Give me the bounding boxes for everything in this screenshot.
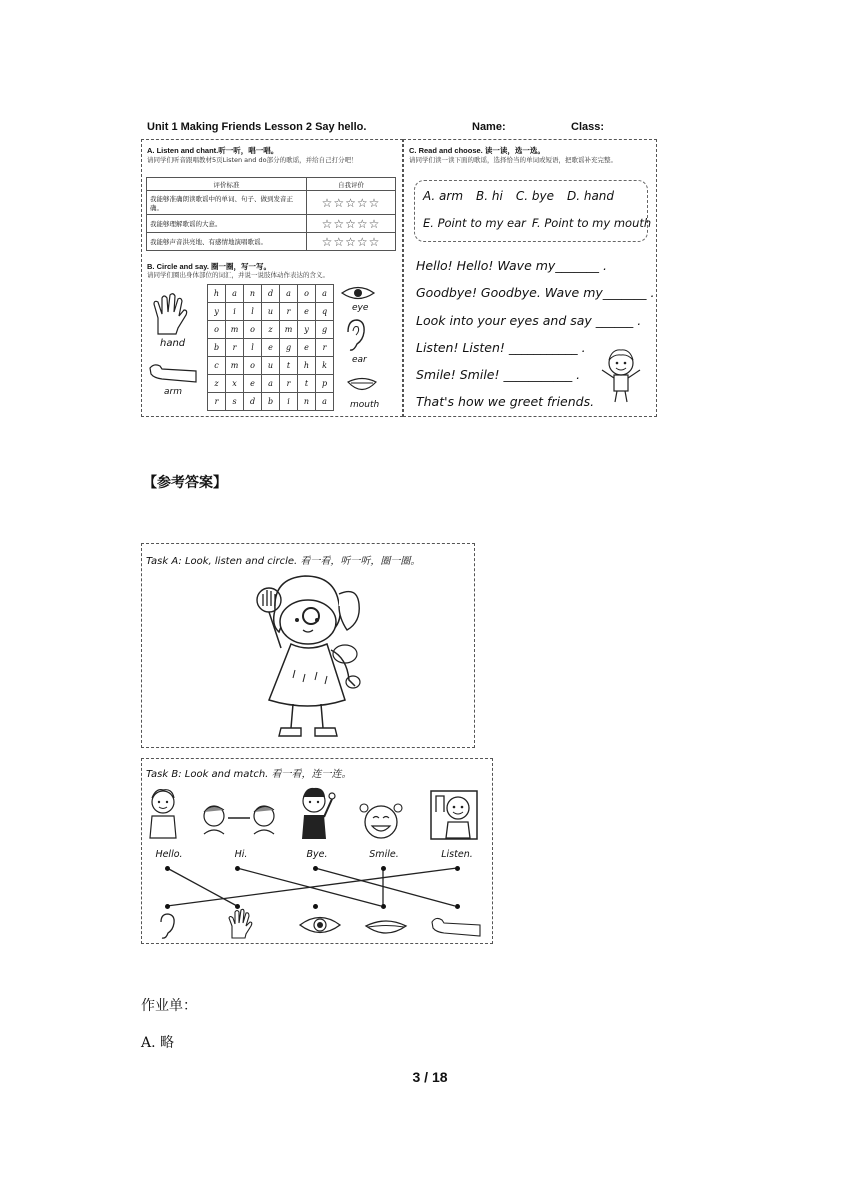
lyric-line: Smile! Smile! ___________ . (416, 367, 581, 382)
grid-cell[interactable]: m (226, 321, 244, 339)
grid-cell[interactable]: y (208, 303, 226, 321)
options-row (423, 189, 645, 203)
hand-icon (226, 908, 254, 940)
section-a-instruction: 请同学们听音跟唱教材5页Listen and do部分的歌谣，并给自己打分吧！ (147, 156, 358, 164)
ear-label: ear (352, 355, 367, 365)
grid-row (208, 357, 334, 375)
ear-icon (344, 318, 366, 354)
homework-title: 作业单： (141, 998, 197, 1014)
grid-cell[interactable]: a (316, 285, 334, 303)
grid-row (208, 339, 334, 357)
lyric-line: That's how we greet friends. (416, 394, 595, 409)
match-dot[interactable] (455, 904, 460, 909)
option-c: C. bye (515, 189, 554, 203)
match-dot[interactable] (235, 866, 240, 871)
match-dot[interactable] (313, 904, 318, 909)
grid-cell[interactable]: y (298, 321, 316, 339)
grid-cell[interactable]: e (244, 375, 262, 393)
criterion-cell: 我能够理解歌谣的大意。 (147, 215, 307, 233)
options-row (423, 216, 652, 230)
match-dot[interactable] (455, 866, 460, 871)
label-smile: Smile. (369, 849, 399, 860)
grid-cell[interactable]: r (280, 375, 298, 393)
grid-cell[interactable]: o (298, 285, 316, 303)
grid-cell[interactable]: d (244, 393, 262, 411)
grid-row (208, 285, 334, 303)
eye-label: eye (352, 303, 369, 313)
arm-icon (430, 914, 484, 940)
table-header: 评价标准 (147, 178, 307, 191)
option-b: B. hi (476, 189, 503, 203)
grid-cell[interactable]: e (298, 303, 316, 321)
grid-cell[interactable]: r (280, 303, 298, 321)
grid-cell[interactable]: p (316, 375, 334, 393)
kids-greeting-icon (200, 800, 280, 840)
star-rating[interactable]: ☆☆☆☆☆ (307, 233, 396, 251)
mouth-label: mouth (350, 400, 380, 410)
grid-cell[interactable]: n (298, 393, 316, 411)
grid-cell[interactable]: h (298, 357, 316, 375)
grid-cell[interactable]: t (298, 375, 316, 393)
star-rating[interactable]: ☆☆☆☆☆ (307, 191, 396, 215)
match-dot[interactable] (381, 904, 386, 909)
grid-cell[interactable]: o (208, 321, 226, 339)
label-bye: Bye. (306, 849, 328, 860)
grid-cell[interactable]: l (244, 339, 262, 357)
grid-cell[interactable]: t (280, 357, 298, 375)
boy-cartoon-icon (598, 346, 644, 404)
star-rating[interactable]: ☆☆☆☆☆ (307, 215, 396, 233)
eye-icon (298, 912, 342, 938)
word-search-grid (207, 284, 334, 411)
grid-cell[interactable]: o (244, 321, 262, 339)
lyric-line: Listen! Listen! ___________ . (416, 340, 586, 355)
section-c-instruction: 请同学们读一读下面的歌谣，选择恰当的单词或短语，把歌谣补充完整。 (409, 156, 617, 164)
hand-icon (150, 290, 190, 340)
option-d: D. hand (566, 189, 615, 203)
lyric-line: Hello! Hello! Wave my_______ . (416, 258, 608, 273)
grid-cell[interactable]: a (226, 285, 244, 303)
task-b-title: Task B: Look and match. 看一看，连一连。 (146, 769, 352, 780)
girl-smile-icon (358, 800, 404, 842)
grid-cell[interactable]: g (316, 321, 334, 339)
grid-cell[interactable]: h (208, 285, 226, 303)
homework-line-a: A. 略 (141, 1035, 175, 1051)
grid-cell[interactable]: a (316, 393, 334, 411)
grid-row (208, 393, 334, 411)
mouth-icon (346, 375, 378, 397)
label-hello: Hello. (155, 849, 183, 860)
arm-label: arm (164, 387, 182, 397)
worksheet-title: Unit 1 Making Friends Lesson 2 Say hello. (147, 121, 367, 133)
grid-cell[interactable]: c (208, 357, 226, 375)
hand-label: hand (160, 338, 186, 349)
match-dot[interactable] (381, 866, 386, 871)
criterion-cell: 我能够准确朗读歌谣中的单词、句子、做到发音正确。 (147, 191, 307, 215)
criterion-cell: 我能够声音洪亮地、有感情地演唱歌谣。 (147, 233, 307, 251)
section-b-title: B. Circle and say. 圈一圈，写一写。 (147, 262, 272, 271)
grid-cell[interactable]: g (280, 339, 298, 357)
grid-row (208, 375, 334, 393)
grid-cell[interactable]: z (208, 375, 226, 393)
section-c-title: C. Read and choose. 读一读，选一选。 (409, 146, 545, 155)
eye-icon (340, 284, 376, 302)
label-hi: Hi. (234, 849, 248, 860)
grid-cell[interactable]: i (280, 393, 298, 411)
name-label: Name: (472, 121, 506, 133)
grid-cell[interactable]: r (208, 393, 226, 411)
boy-listen-icon (430, 790, 478, 840)
grid-cell[interactable]: r (316, 339, 334, 357)
grid-cell[interactable]: o (244, 357, 262, 375)
option-f: F. Point to my mouth (531, 216, 652, 230)
lyric-line: Look into your eyes and say ______ . (416, 313, 642, 328)
grid-cell[interactable]: l (244, 303, 262, 321)
choices-box (414, 180, 652, 242)
grid-cell[interactable]: b (208, 339, 226, 357)
grid-cell[interactable]: r (226, 339, 244, 357)
grid-cell[interactable]: s (226, 393, 244, 411)
class-label: Class: (571, 121, 605, 133)
boy-bye-icon (298, 785, 336, 841)
worksheet-header (147, 121, 667, 135)
answer-heading: 【参考答案】 (143, 475, 227, 491)
task-a-title: Task A: Look, listen and circle. 看一看，听一听，圈一圈。 (146, 556, 421, 567)
section-a-title: A. Listen and chant.听一听，唱一唱。 (147, 146, 279, 155)
grid-cell[interactable]: i (226, 303, 244, 321)
grid-cell[interactable]: m (280, 321, 298, 339)
grid-cell[interactable]: u (262, 303, 280, 321)
match-dot[interactable] (313, 866, 318, 871)
grid-cell[interactable]: u (262, 357, 280, 375)
grid-cell[interactable]: b (262, 393, 280, 411)
grid-cell[interactable]: z (262, 321, 280, 339)
grid-cell[interactable]: q (316, 303, 334, 321)
match-dot[interactable] (165, 866, 170, 871)
grid-row (208, 321, 334, 339)
ear-icon (158, 912, 178, 940)
boy-hello-icon (146, 788, 180, 840)
grid-cell[interactable]: m (226, 357, 244, 375)
option-a: A. arm (423, 189, 464, 203)
mouth-icon (364, 918, 408, 938)
page-number: 3 / 18 (412, 1069, 448, 1085)
match-dot[interactable] (165, 904, 170, 909)
grid-cell[interactable]: e (262, 339, 280, 357)
grid-cell[interactable]: d (262, 285, 280, 303)
girl-waving-illustration (235, 570, 375, 742)
self-evaluation-table (146, 177, 396, 251)
table-header: 自我评价 (307, 178, 396, 191)
label-listen: Listen. (441, 849, 473, 860)
grid-cell[interactable]: x (226, 375, 244, 393)
option-e: E. Point to my ear (423, 216, 526, 230)
lyric-line: Goodbye! Goodbye. Wave my_______ . (416, 285, 655, 300)
grid-row (208, 303, 334, 321)
section-b-instruction: 请同学们圈出身体部位的词汇，并说一说肢体动作表达的含义。 (147, 271, 329, 279)
grid-cell[interactable]: k (316, 357, 334, 375)
arm-icon (148, 360, 200, 386)
grid-cell[interactable]: n (244, 285, 262, 303)
grid-cell[interactable]: a (262, 375, 280, 393)
grid-cell[interactable]: e (298, 339, 316, 357)
grid-cell[interactable]: a (280, 285, 298, 303)
